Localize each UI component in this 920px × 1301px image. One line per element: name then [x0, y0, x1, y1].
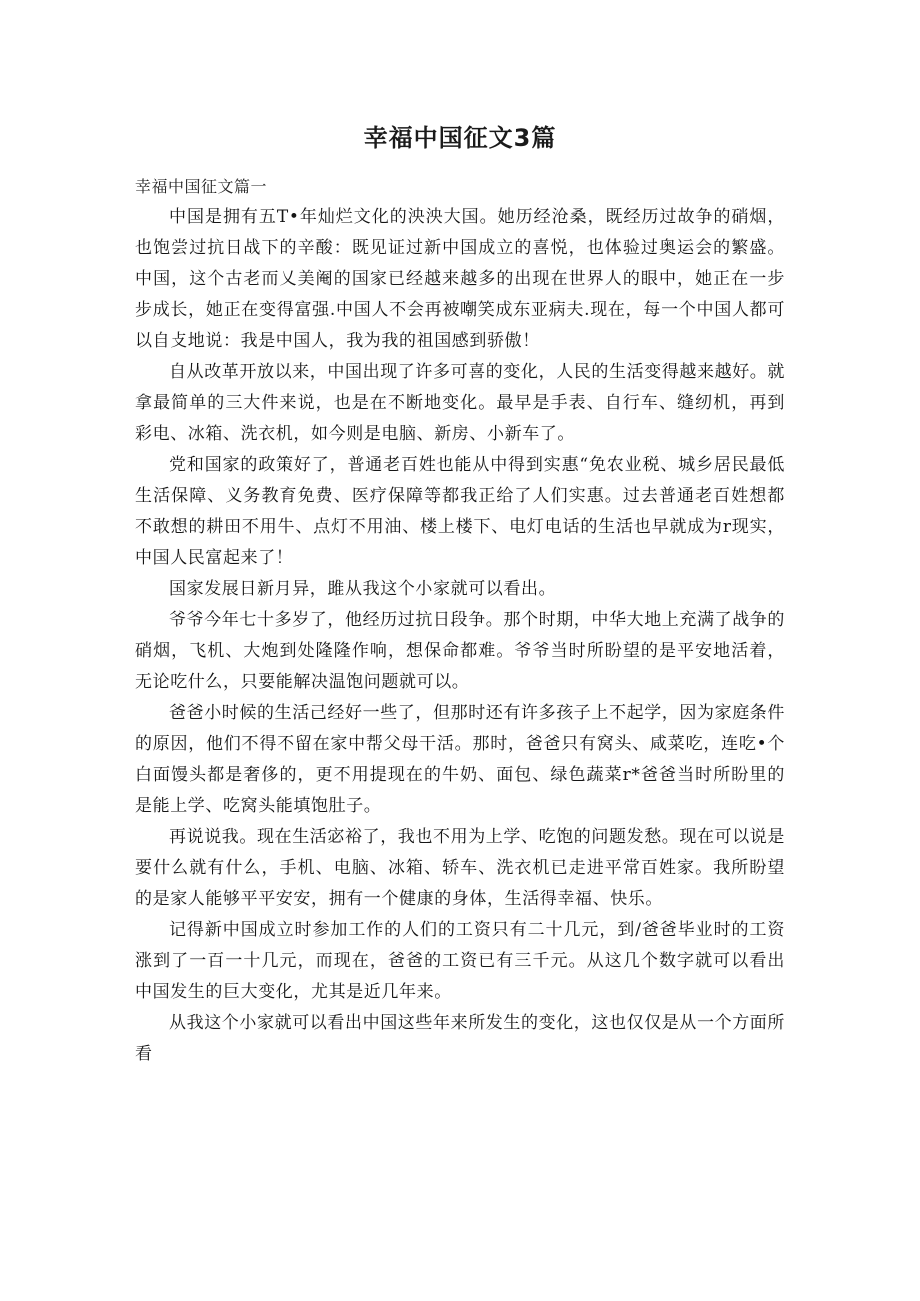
paragraph: 记得新中国成立时参加工作的人们的工资只有二十几元，到/爸爸毕业时的工资涨到了一百一十几元，而现在，爸爸的工资已有三千元。从这几个数字就可以看出中国发生的巨大变化，尤其是近几年来。	[135, 920, 785, 1002]
section-heading: 幸福中国征文篇一	[135, 177, 268, 196]
paragraph: 党和国家的政策好了，普通老百姓也能从中得到实惠“免农业税、城乡居民最低生活保障、义务教育免费、医疗保障等都我正给了人们实惠。过去普通老百姓想都不敢想的耕田不用牛、点灯不用油、楼上楼下、电灯电话的生活也早就成为r现实，中国人民富起来了！	[135, 455, 785, 568]
paragraph: 从我这个小家就可以看出中国这些年来所发生的变化，这也仅仅是从一个方面所看	[135, 1013, 785, 1064]
paragraph: 再说说我。现在生活宓裕了，我也不用为上学、吃饱的问题发愁。现在可以说是要什么就有什么，手机、电脑、冰箱、轿车、洗衣机已走进平常百姓家。我所盼望的是家人能够平平安安，拥有一个健康的身体，生活得幸福、快乐。	[135, 827, 785, 909]
paragraph: 中国是拥有五T•年灿烂文化的泱泱大国。她历经沧桑，既经历过故争的硝烟，也饱尝过抗日战下的辛酸：既见证过新中国成立的喜悦，也体验过奥运会的繁盛。中国，这个古老而乂美阉的国家已经越来越多的出现在世界人的眼中，她正在一步步成长，她正在变得富强.中国人不会再被嘲笑成东亚病夫.现在，每一个中国人都可以自攴地说：我是中国人，我为我的祖国感到骄傲！	[135, 207, 785, 351]
paragraph: 爷爷今年七十多岁了，他经历过抗日段争。那个时期，中华大地上充满了战争的硝烟，飞机、大炮到处隆隆作响，想保命都难。爷爷当时所盼望的是平安地活着，无论吃什么，只要能解决温饱问题就可以。	[135, 610, 785, 692]
paragraph: 自从改革开放以来，中国出现了许多可喜的变化，人民的生活变得越来越好。就拿最简单的三大件来说，也是在不断地变化。最早是手表、自行车、缝纫机，再到彩电、冰箱、洗衣机，如今则是电脑、新房、小新车了。	[135, 362, 785, 444]
document-title: 幸福中国征文3篇	[363, 124, 557, 152]
document-body	[135, 202, 785, 1064]
paragraph: 爸爸小时候的生活己经好一些了，但那时还有许多孩子上不起学，因为家庭条件的原因，他们不得不留在家中帮父母干活。那时，爸爸只有窝头、咸菜吃，连吃•个白面馒头都是奢侈的，更不用提现在的牛奶、面包、绿色蔬菜r*爸爸当时所盼里的是能上学、吃窝头能填饱肚子。	[135, 703, 785, 816]
paragraph: 国家发展日新月异，雎从我这个小家就可以看出。	[169, 579, 557, 599]
